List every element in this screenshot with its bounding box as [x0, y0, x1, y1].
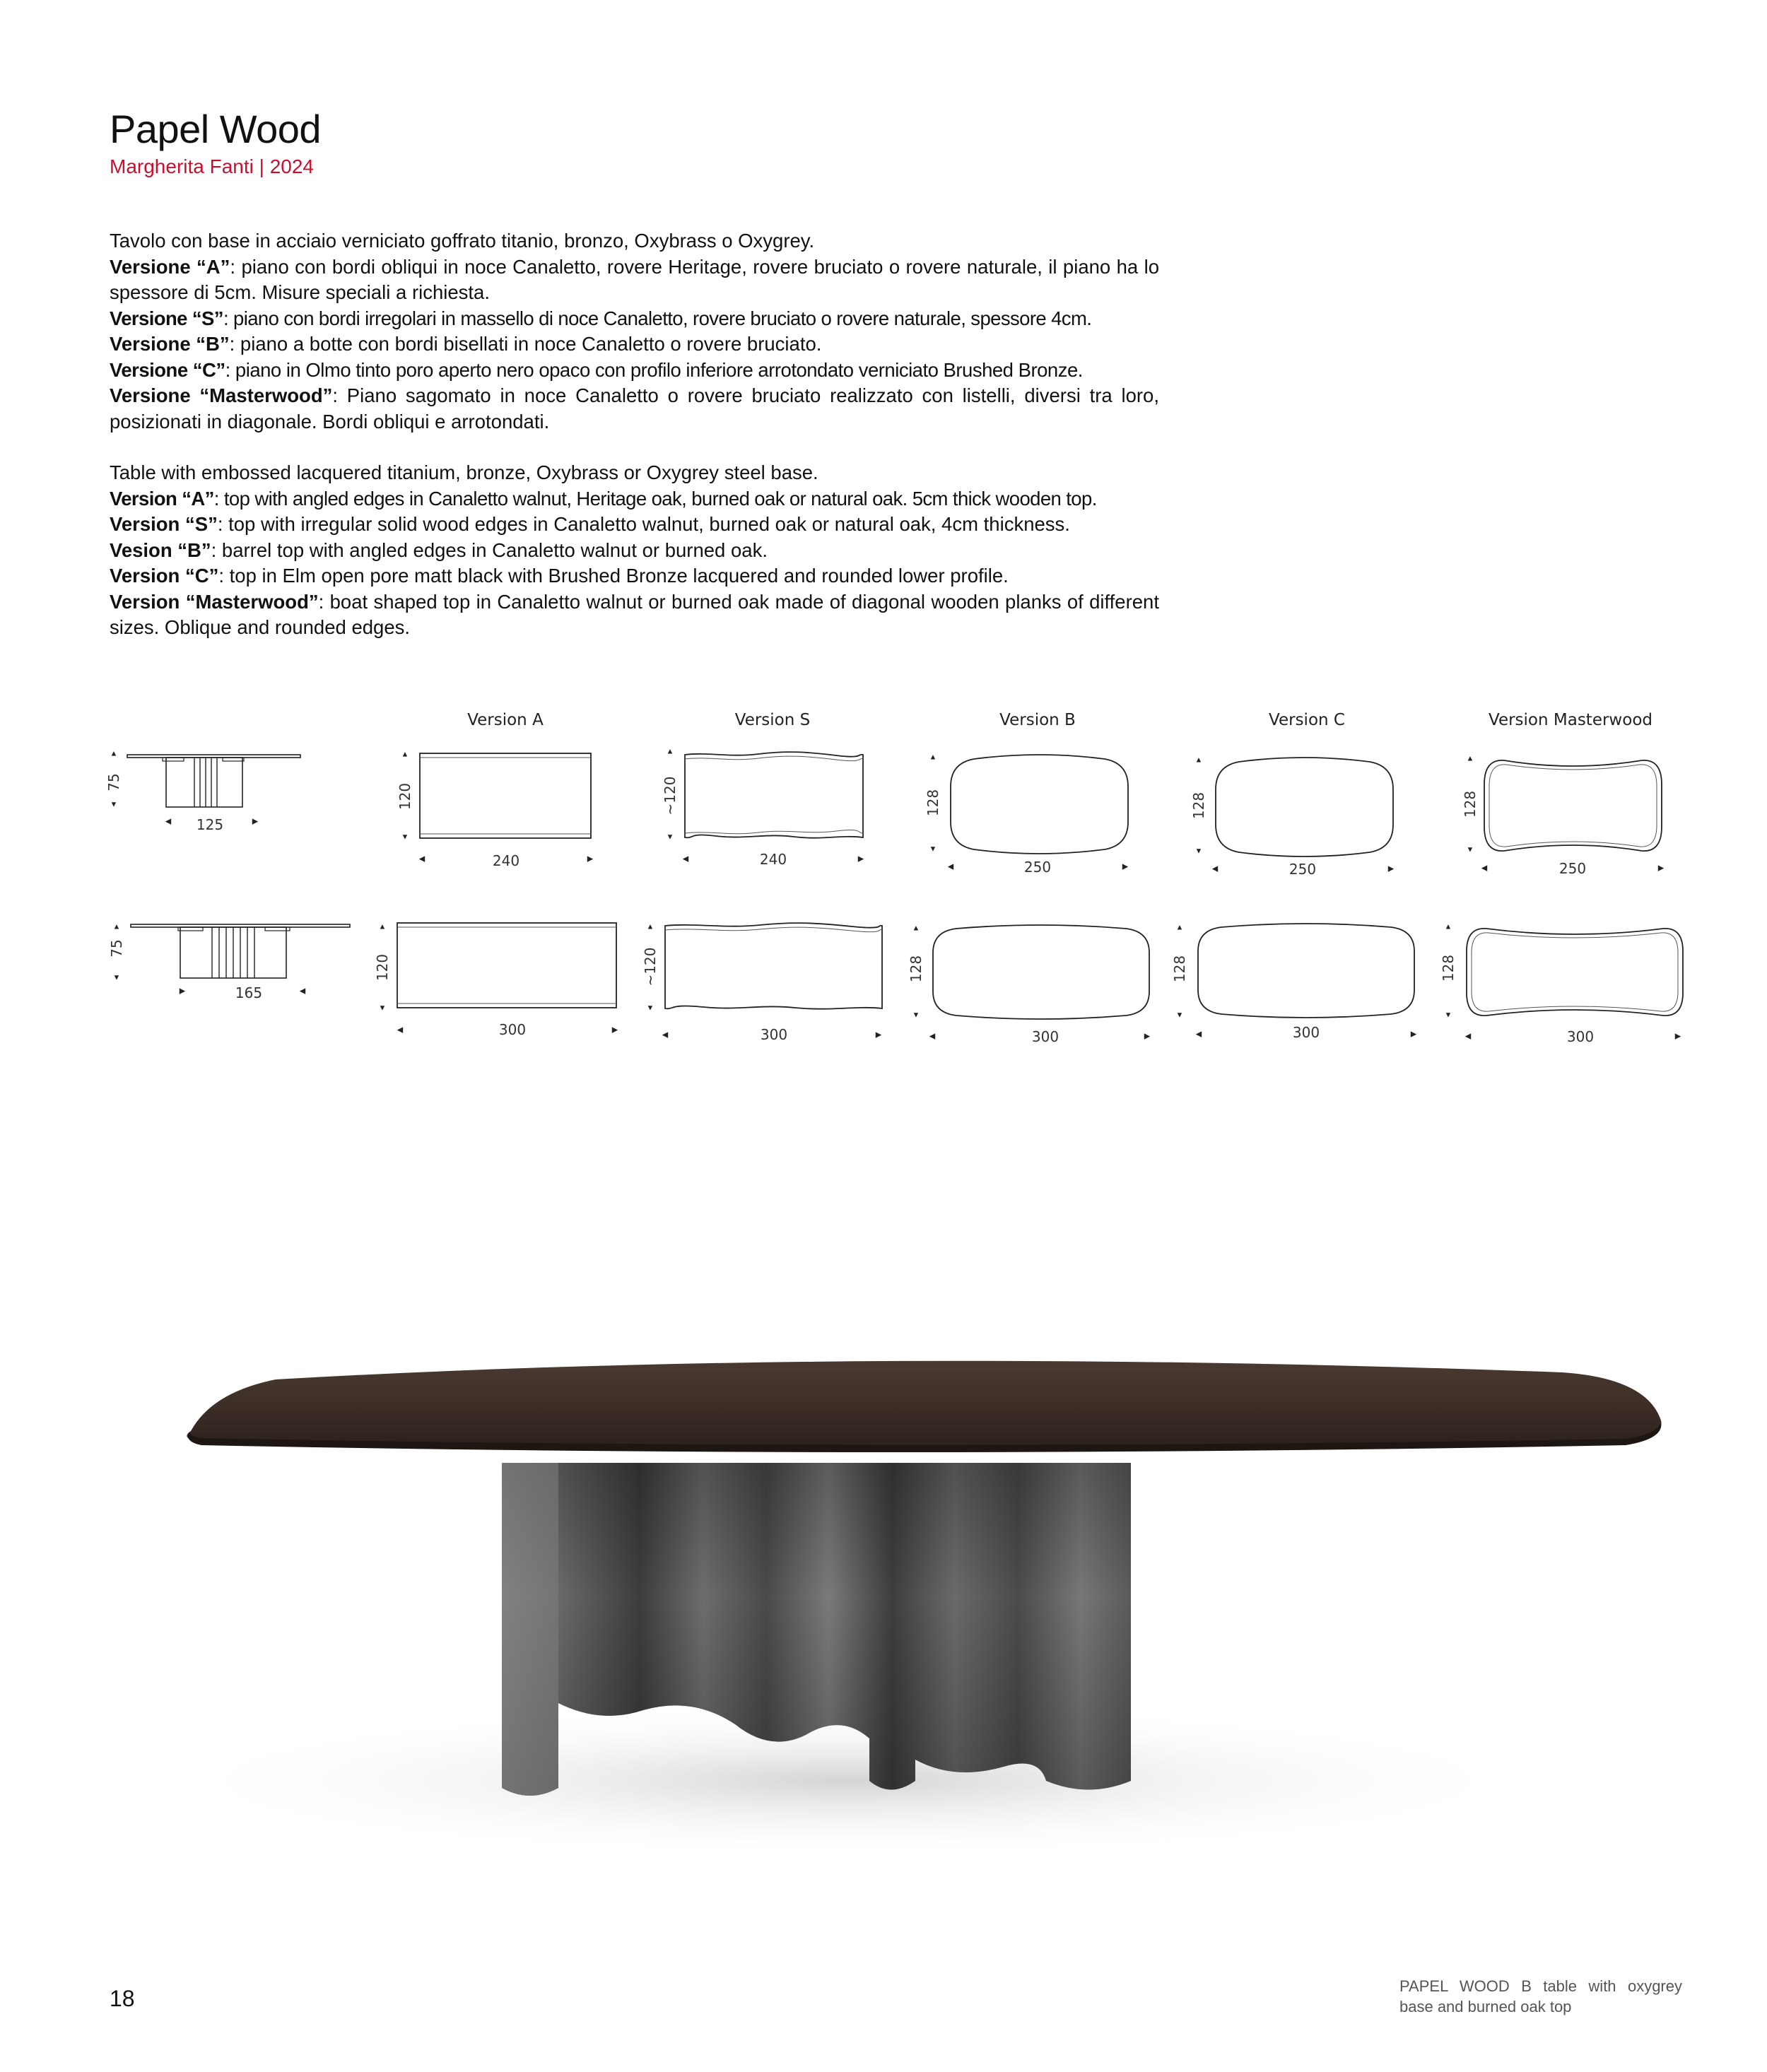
it-version-c: Versione “C”: piano in Olmo tinto poro aperto nero opaco con profilo inferiore arrotondato verniciato Brushed Bronze. — [110, 358, 1083, 381]
version-c-top-250 — [1211, 758, 1398, 857]
it-version-a: Versione “A”: piano con bordi obliqui in noce Canaletto, rovere Heritage, rovere bruciato o rovere naturale, il piano ha lo spessore di 5cm. Misure speciali a richiesta. — [110, 255, 1159, 303]
page-number: 18 — [110, 1986, 135, 2011]
en-version-b: Vesion “B”: barrel top with angled edges in Canaletto walnut or burned oak. — [110, 538, 768, 561]
side-width-dim: 125 — [196, 816, 224, 833]
version-masterwood-top-250 — [1479, 756, 1667, 855]
it-version-s: Versione “S”: piano con bordi irregolari in massello di noce Canaletto, rovere bruciato o rovere naturale, spessore 4cm. — [110, 307, 1092, 329]
product-photo-table — [106, 1329, 1696, 1866]
it-version-masterwood: Versione “Masterwood”: Piano sagomato in noce Canaletto o rovere bruciato realizzato con listelli, diversi tra loro, posizionati in diagonale. Bordi obliqui e arrotondati. — [110, 384, 1159, 432]
en-version-c: Version “C”: top in Elm open pore matt black with Brushed Bronze lacquered and rounded lower profile. — [110, 565, 1009, 587]
italian-description — [110, 228, 1159, 435]
version-masterwood-label: Version Masterwood — [1489, 711, 1652, 729]
designer-year: Margherita Fanti | 2024 — [110, 155, 314, 177]
photo-caption: PAPEL WOOD B table with oxygrey base and burned oak top — [1399, 1977, 1682, 2015]
version-c-label: Version C — [1269, 711, 1345, 729]
version-b-top-250 — [946, 755, 1133, 854]
en-intro: Table with embossed lacquered titanium, bronze, Oxybrass or Oxygrey steel base. — [110, 461, 818, 483]
en-version-masterwood: Version “Masterwood”: boat shaped top in Canaletto walnut or burned oak made of diagonal wooden planks of different sizes. Oblique and rounded edges. — [110, 590, 1159, 638]
version-s-top-300 — [661, 920, 887, 1016]
en-version-a: Version “A”: top with angled edges in Canaletto walnut, Heritage oak, burned oak or natural oak. 5cm thick wooden top. — [110, 487, 1097, 510]
english-description — [110, 460, 1159, 641]
side-elevation-125 — [124, 749, 307, 813]
side-elevation-165 — [127, 919, 353, 982]
version-c-top-300 — [1193, 923, 1419, 1018]
page-title: Papel Wood — [110, 107, 322, 151]
version-a-label: Version A — [467, 711, 544, 729]
it-version-b: Versione “B”: piano a botte con bordi bisellati in noce Canaletto o rovere bruciato. — [110, 333, 822, 355]
en-version-s: Version “S”: top with irregular solid wood edges in Canaletto walnut, burned oak or natural oak, 4cm thickness. — [110, 513, 1070, 535]
side-height-dim: 75 — [105, 773, 122, 791]
it-intro: Tavolo con base in acciaio verniciato goffrato titanio, bronzo, Oxybrass o Oxygrey. — [110, 230, 815, 252]
version-b-label: Version B — [999, 711, 1076, 729]
version-a-top-240 — [417, 750, 594, 842]
version-masterwood-top-300 — [1462, 924, 1688, 1020]
version-a-top-300 — [394, 920, 621, 1012]
version-b-top-300 — [928, 924, 1154, 1020]
version-s-label: Version S — [734, 711, 811, 729]
version-s-top-240 — [681, 749, 868, 844]
